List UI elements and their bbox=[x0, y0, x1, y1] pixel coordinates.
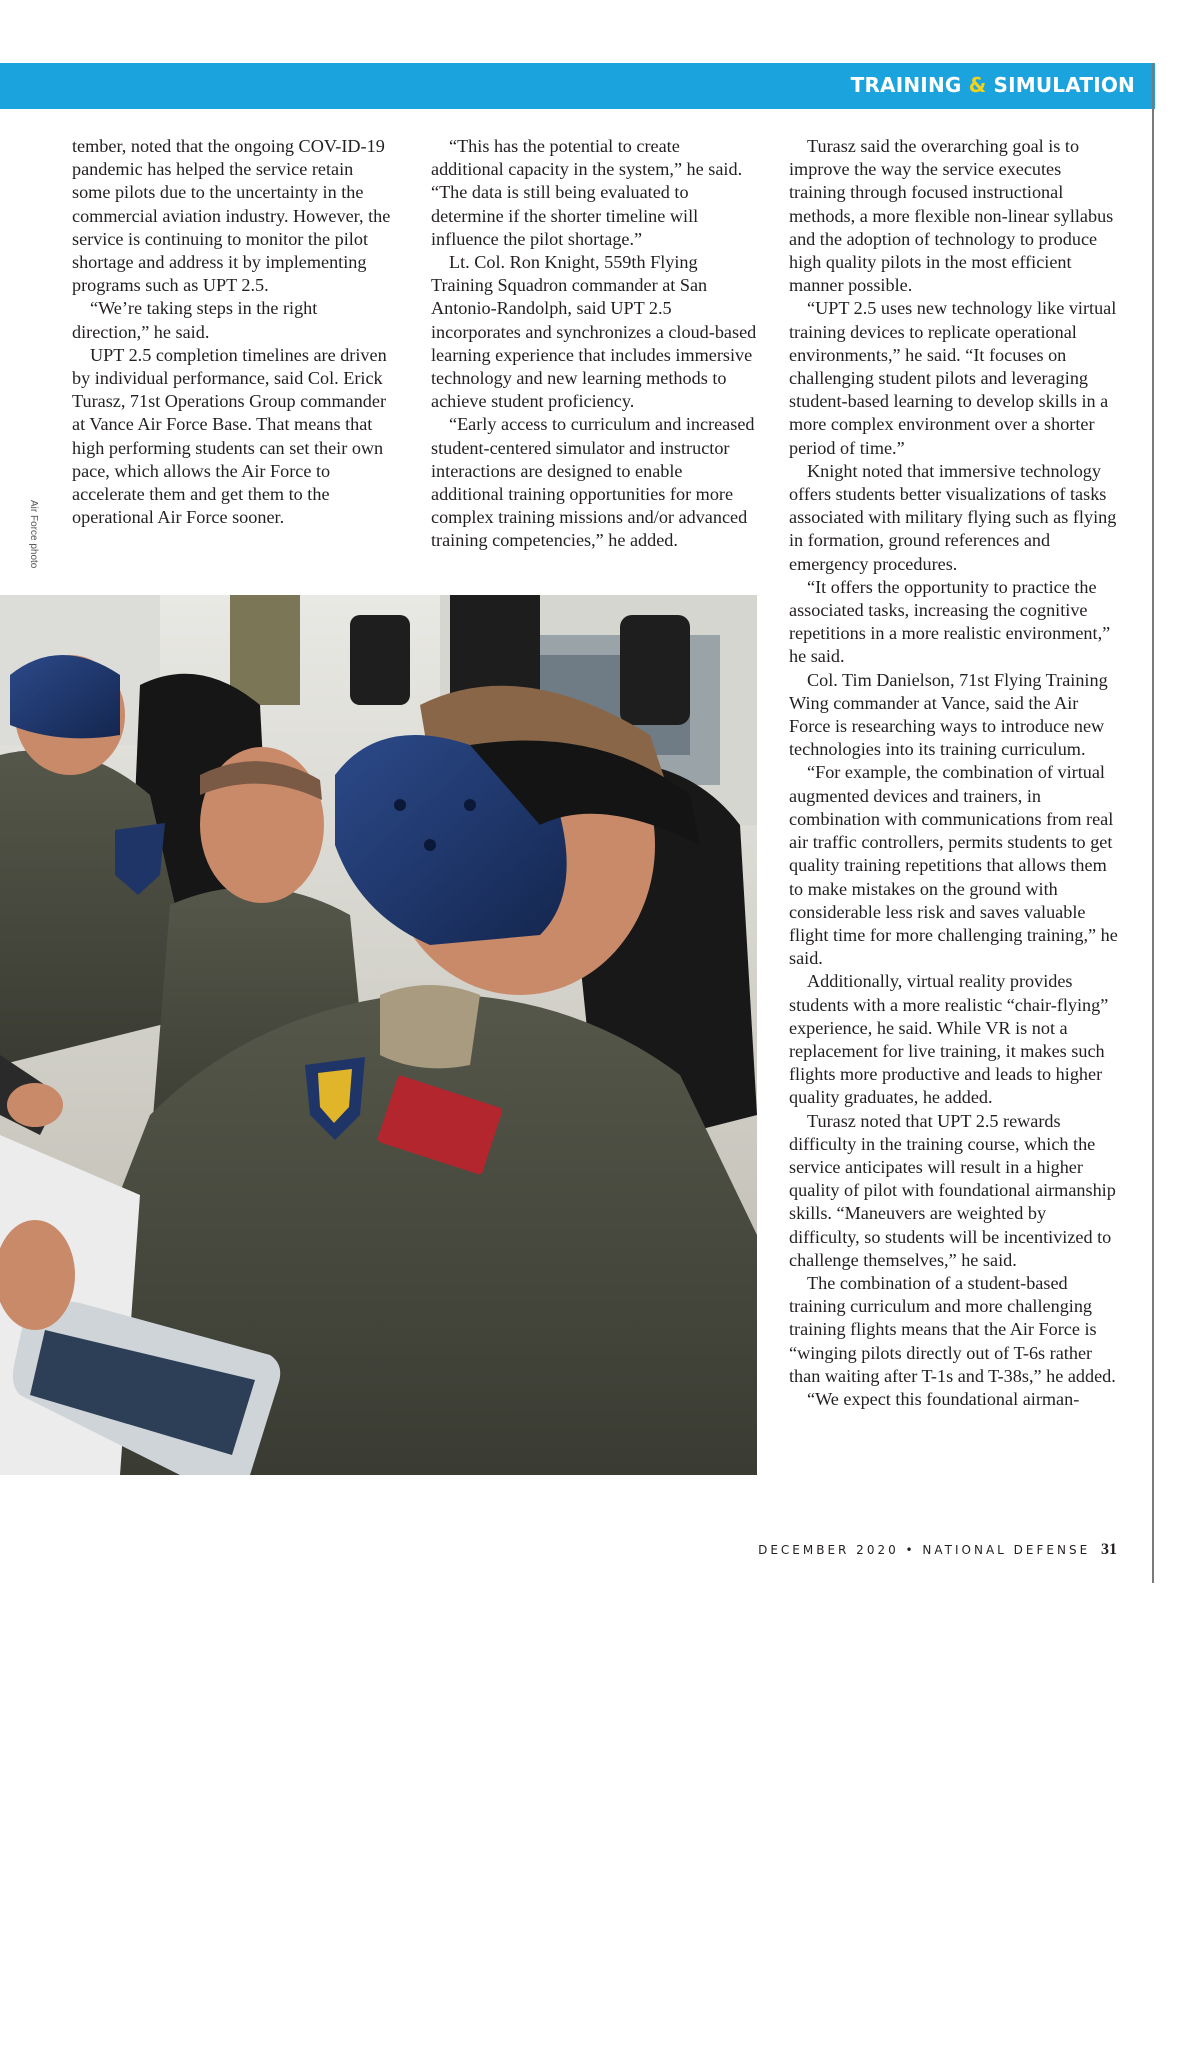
page-number: 31 bbox=[1101, 1541, 1117, 1558]
footer-issue: DECEMBER 2020 • NATIONAL DEFENSE bbox=[758, 1543, 1091, 1557]
paragraph: Lt. Col. Ron Knight, 559th Flying Training Squadron commander at San Antonio-Randolph, said UPT 2.5 incorporates and synchronizes a cloud-based learning experience that includes immersive technology and new learning methods to achieve student proficiency. bbox=[431, 252, 757, 412]
paragraph: Additionally, virtual reality provides students with a more realistic “chair-flying” experience, he said. While VR is not a replacement for live training, it makes such flights more productive and leads to higher quality graduates, he added. bbox=[789, 971, 1109, 1108]
section-title-ampersand: & bbox=[968, 73, 987, 97]
section-title-part1: TRAINING bbox=[850, 73, 962, 97]
paragraph: tember, noted that the ongoing COV-ID-19 pandemic has helped the service retain some pilots due to the uncertainty in the commercial aviation industry. However, the service is continuing to monitor the pilot shortage and address it by implementing programs such as UPT 2.5. bbox=[72, 136, 391, 296]
photo-caption: Student pilots train on a virtual reality flight simulator as part of the Pilot Training Next program. bbox=[561, 1980, 733, 2067]
article-column-3 bbox=[789, 135, 1119, 1411]
paragraph: “Early access to curriculum and increased student-centered simulator and instructor interactions are designed to enable additional training opportunities for more complex training missions and/or advanced training competencies,” he added. bbox=[431, 414, 755, 551]
paragraph: Turasz said the overarching goal is to improve the way the service executes training through focused instructional methods, a more flexible non-linear syllabus and the adoption of technology to produce high quality pilots in the most efficient manner possible. bbox=[789, 136, 1114, 296]
paragraph: “UPT 2.5 uses new technology like virtual training devices to replicate operational environments,” he said. “It focuses on challenging student pilots and leveraging student-based learning to develop skills in a more complex environment over a shorter period of time.” bbox=[789, 298, 1117, 458]
page-edge-rule bbox=[1152, 63, 1154, 1583]
vr-simulator-photo bbox=[0, 595, 757, 1475]
paragraph: “This has the potential to create additional capacity in the system,” he said. “The data is still being evaluated to determine if the shorter timeline will influence the pilot shortage.” bbox=[431, 136, 743, 249]
section-title-part2: SIMULATION bbox=[993, 73, 1135, 97]
article-photo bbox=[0, 595, 757, 2067]
paragraph: Knight noted that immersive technology offers students better visualizations of tasks associated with military flying such as flying in formation, ground references and emergency procedures. bbox=[789, 460, 1117, 574]
section-title bbox=[851, 73, 1135, 97]
paragraph: “We’re taking steps in the right direction,” he said. bbox=[72, 298, 318, 342]
paragraph: “We expect this foundational airman- bbox=[807, 1388, 1080, 1409]
article-column-1 bbox=[72, 135, 394, 529]
paragraph: “It offers the opportunity to practice the associated tasks, increasing the cognitive repetitions in a more realistic environment,” he said. bbox=[789, 576, 1111, 667]
article-column-2 bbox=[431, 135, 757, 553]
section-header-bar bbox=[0, 63, 1155, 109]
paragraph: Col. Tim Danielson, 71st Flying Training Wing commander at Vance, said the Air Force is researching ways to introduce new technologies into its training curriculum. bbox=[789, 669, 1108, 760]
paragraph: “For example, the combination of virtual augmented devices and trainers, in combination with communications from real air traffic controllers, permits students to get quality training repetitions that allows them to make mistakes on the ground with considerable less risk and saves valuable flight time for more challenging training,” he said. bbox=[789, 762, 1118, 969]
paragraph: UPT 2.5 completion timelines are driven by individual performance, said Col. Erick Turasz, 71st Operations Group commander at Vance Air Force Base. That means that high performing students can set their own pace, which allows the Air Force to accelerate them and get them to the operational Air Force sooner. bbox=[72, 344, 387, 528]
page-footer bbox=[758, 1541, 1117, 1559]
photo-credit: Air Force photo bbox=[28, 500, 39, 569]
paragraph: Turasz noted that UPT 2.5 rewards difficulty in the training course, which the service anticipates will result in a higher quality of pilot with foundational airmanship skills. “Maneuvers are weighted by difficulty, so students will be incentivized to challenge themselves,” he said. bbox=[789, 1110, 1116, 1270]
paragraph: The combination of a student-based training curriculum and more challenging training flights means that the Air Force is “winging pilots directly out of T-6s rather than waiting after T-1s and T-38s,” he added. bbox=[789, 1272, 1116, 1386]
